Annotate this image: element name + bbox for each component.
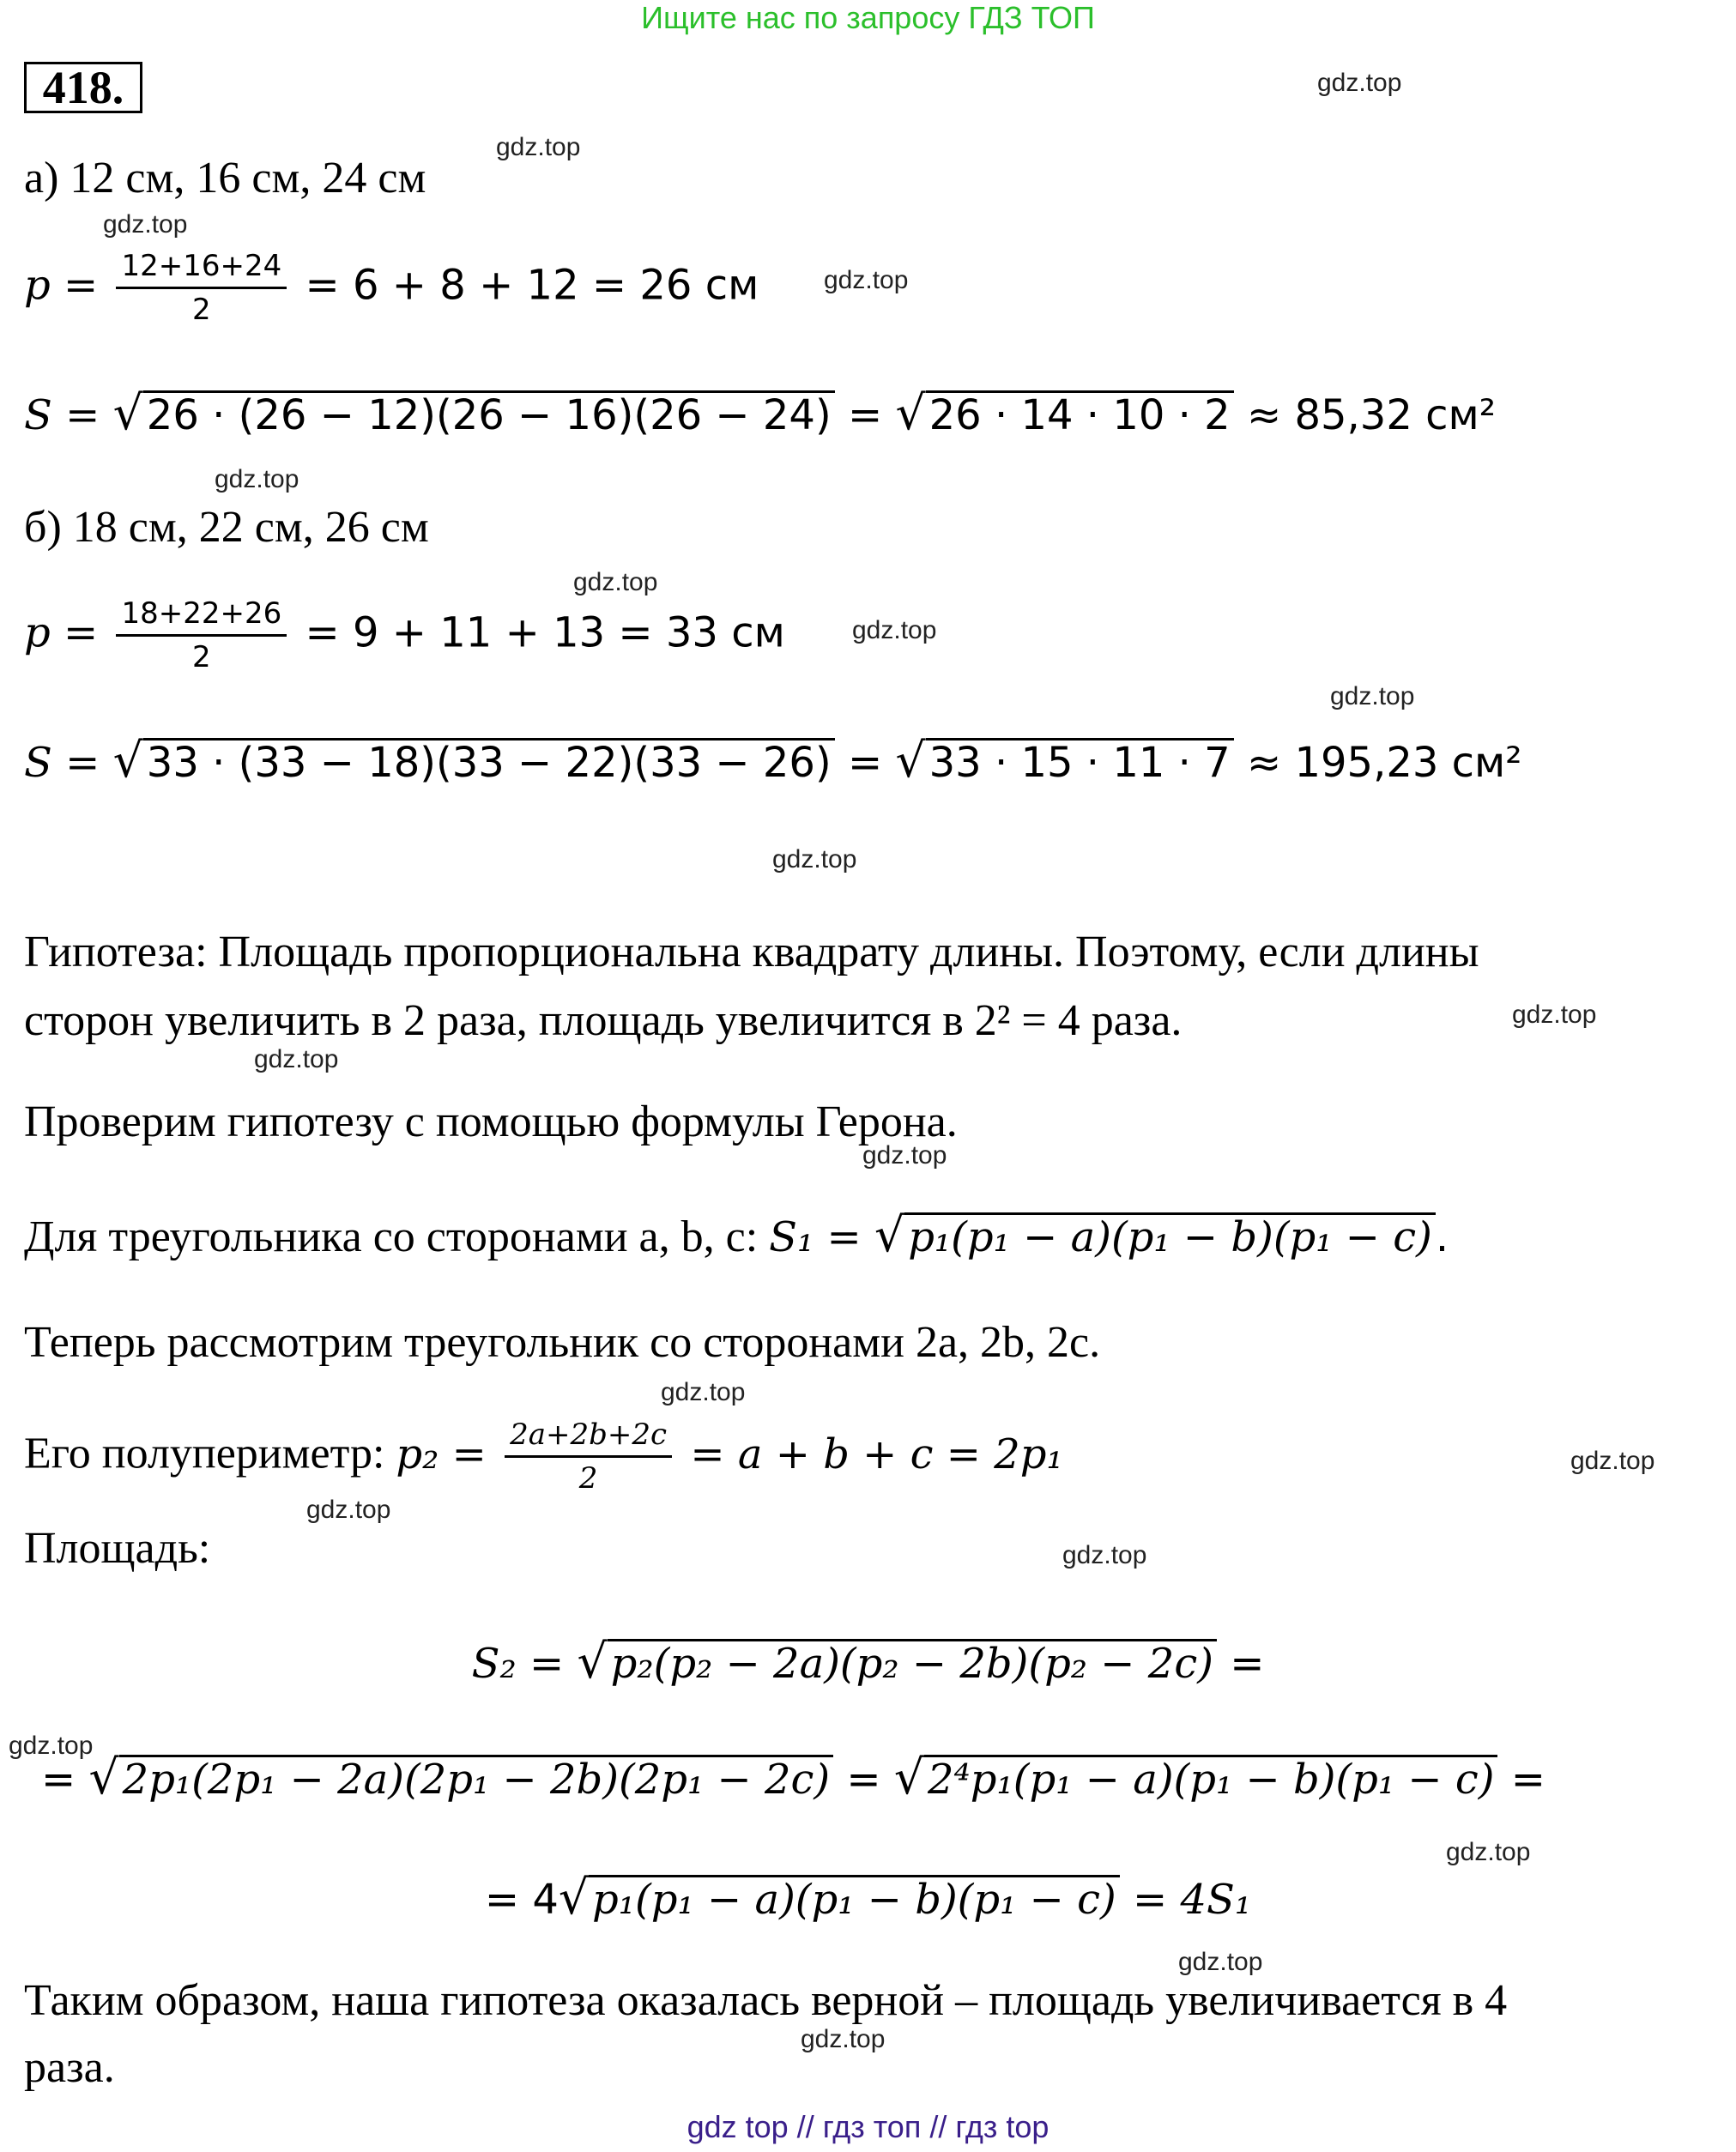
denominator: 2 <box>192 293 211 327</box>
radical-sign-icon: √ <box>895 386 926 441</box>
watermark: gdz.top <box>215 465 299 493</box>
bottom-banner[interactable]: gdz top // гдз топ // гдз top <box>687 2109 1049 2144</box>
p-left: p = <box>24 261 99 310</box>
result: ≈ 195,23 см² <box>1246 739 1522 787</box>
watermark: gdz.top <box>1317 69 1402 97</box>
denominator: 2 <box>578 1461 598 1496</box>
radical-sign-icon: √ <box>112 386 143 441</box>
radical-sign-icon: √ <box>88 1750 119 1805</box>
radicand: 26 · 14 · 10 · 2 <box>926 390 1234 438</box>
numerator: 18+22+26 <box>116 596 287 637</box>
watermark: gdz.top <box>9 1732 94 1760</box>
conclusion-line-2: раза. <box>24 2043 115 2092</box>
watermark: gdz.top <box>1570 1447 1655 1475</box>
equals: = <box>847 739 883 787</box>
area-label: Площадь: <box>24 1524 211 1573</box>
watermark: gdz.top <box>573 568 658 596</box>
derivation-line-2 <box>41 1750 1545 1805</box>
watermark: gdz.top <box>1330 682 1415 710</box>
s1-formula <box>769 1208 1449 1263</box>
p2-right: = a + b + c = 2p₁ <box>690 1430 1063 1478</box>
watermark: gdz.top <box>1446 1838 1531 1866</box>
radicand: 2p₁(2p₁ − 2a)(2p₁ − 2b)(2p₁ − 2c) <box>119 1755 833 1803</box>
watermark: gdz.top <box>496 133 581 161</box>
part-b-area <box>24 734 1522 789</box>
fraction <box>116 596 287 674</box>
fraction <box>116 249 287 327</box>
numerator: 12+16+24 <box>116 249 287 289</box>
equals: = <box>41 1756 76 1804</box>
conclusion-line-1: Таким образом, наша гипотеза оказалась верной – площадь увеличивается в 4 <box>24 1976 1508 2025</box>
hypothesis-line-1: Гипотеза: Площадь пропорциональна квадрату длины. Поэтому, если длины <box>24 928 1479 976</box>
s-left: S = <box>24 391 100 439</box>
s-left: S = <box>24 739 100 787</box>
radicand: 33 · 15 · 11 · 7 <box>926 738 1234 786</box>
consider-line: Теперь рассмотрим треугольник со сторонами 2a, 2b, 2c. <box>24 1318 1101 1367</box>
semi-text: Его полупериметр: <box>24 1429 385 1478</box>
radical-sign-icon: √ <box>112 734 143 789</box>
part-a-label: а) 12 см, 16 см, 24 см <box>24 154 426 203</box>
p2-left: p₂ = <box>396 1430 487 1478</box>
watermark: gdz.top <box>824 266 909 294</box>
radicand: 33 · (33 − 18)(33 − 22)(33 − 26) <box>143 738 835 786</box>
top-banner[interactable]: Ищите нас по запросу ГДЗ ТОП <box>641 0 1095 35</box>
radicand: p₁(p₁ − a)(p₁ − b)(p₁ − c) <box>589 1875 1120 1923</box>
triangle-line <box>24 1208 1449 1263</box>
equals: = <box>1230 1640 1265 1688</box>
period: . <box>1435 1213 1449 1261</box>
radical-sign-icon: √ <box>558 1871 590 1925</box>
watermark: gdz.top <box>801 2025 886 2053</box>
line3-end: = 4S₁ <box>1132 1876 1252 1924</box>
radicand: 2⁴p₁(p₁ − a)(p₁ − b)(p₁ − c) <box>924 1755 1497 1803</box>
line3-start: = 4 <box>484 1876 559 1924</box>
p-right: = 9 + 11 + 13 = 33 см <box>305 608 785 657</box>
watermark: gdz.top <box>1062 1541 1147 1569</box>
triangle-text: Для треугольника со сторонами a, b, c: <box>24 1212 759 1261</box>
result: ≈ 85,32 см² <box>1246 391 1496 439</box>
part-b-semiperimeter <box>24 596 785 674</box>
watermark: gdz.top <box>772 845 857 873</box>
radical-sign-icon: √ <box>893 1750 925 1805</box>
equals: = <box>1510 1756 1545 1804</box>
equals: = <box>847 391 883 439</box>
derivation-line-3 <box>0 1871 1736 1925</box>
watermark: gdz.top <box>254 1045 339 1073</box>
part-a-semiperimeter <box>24 249 759 327</box>
s1-left: S₁ = <box>769 1213 862 1261</box>
s2-left: S₂ = <box>471 1640 565 1688</box>
watermark: gdz.top <box>1512 1000 1597 1029</box>
p2-formula <box>396 1418 1063 1496</box>
radicand: p₂(p₂ − 2a)(p₂ − 2b)(p₂ − 2c) <box>608 1639 1217 1687</box>
watermark: gdz.top <box>852 616 937 644</box>
radical-sign-icon: √ <box>577 1635 608 1690</box>
watermark: gdz.top <box>862 1141 947 1170</box>
numerator: 2a+2b+2c <box>505 1418 672 1458</box>
p-right: = 6 + 8 + 12 = 26 см <box>305 261 759 310</box>
equals: = <box>846 1756 881 1804</box>
fraction <box>505 1418 672 1496</box>
watermark: gdz.top <box>103 210 188 239</box>
problem-number: 418. <box>24 62 142 113</box>
radicand: 26 · (26 − 12)(26 − 16)(26 − 24) <box>143 390 835 438</box>
watermark: gdz.top <box>661 1378 746 1406</box>
p-left: p = <box>24 608 99 657</box>
check-line: Проверим гипотезу с помощью формулы Герона. <box>24 1097 958 1146</box>
part-b-label: б) 18 см, 22 см, 26 см <box>24 503 429 552</box>
denominator: 2 <box>192 640 211 674</box>
derivation-line-1 <box>0 1635 1736 1690</box>
radicand: p₁(p₁ − a)(p₁ − b)(p₁ − c) <box>904 1212 1436 1260</box>
semiperimeter-line <box>24 1418 1063 1496</box>
radical-sign-icon: √ <box>895 734 926 789</box>
hypothesis-line-2: сторон увеличить в 2 раза, площадь увеличится в 2² = 4 раза. <box>24 996 1183 1045</box>
radical-sign-icon: √ <box>874 1208 905 1263</box>
watermark: gdz.top <box>1178 1948 1263 1976</box>
watermark: gdz.top <box>306 1496 391 1524</box>
part-a-area <box>24 386 1496 441</box>
